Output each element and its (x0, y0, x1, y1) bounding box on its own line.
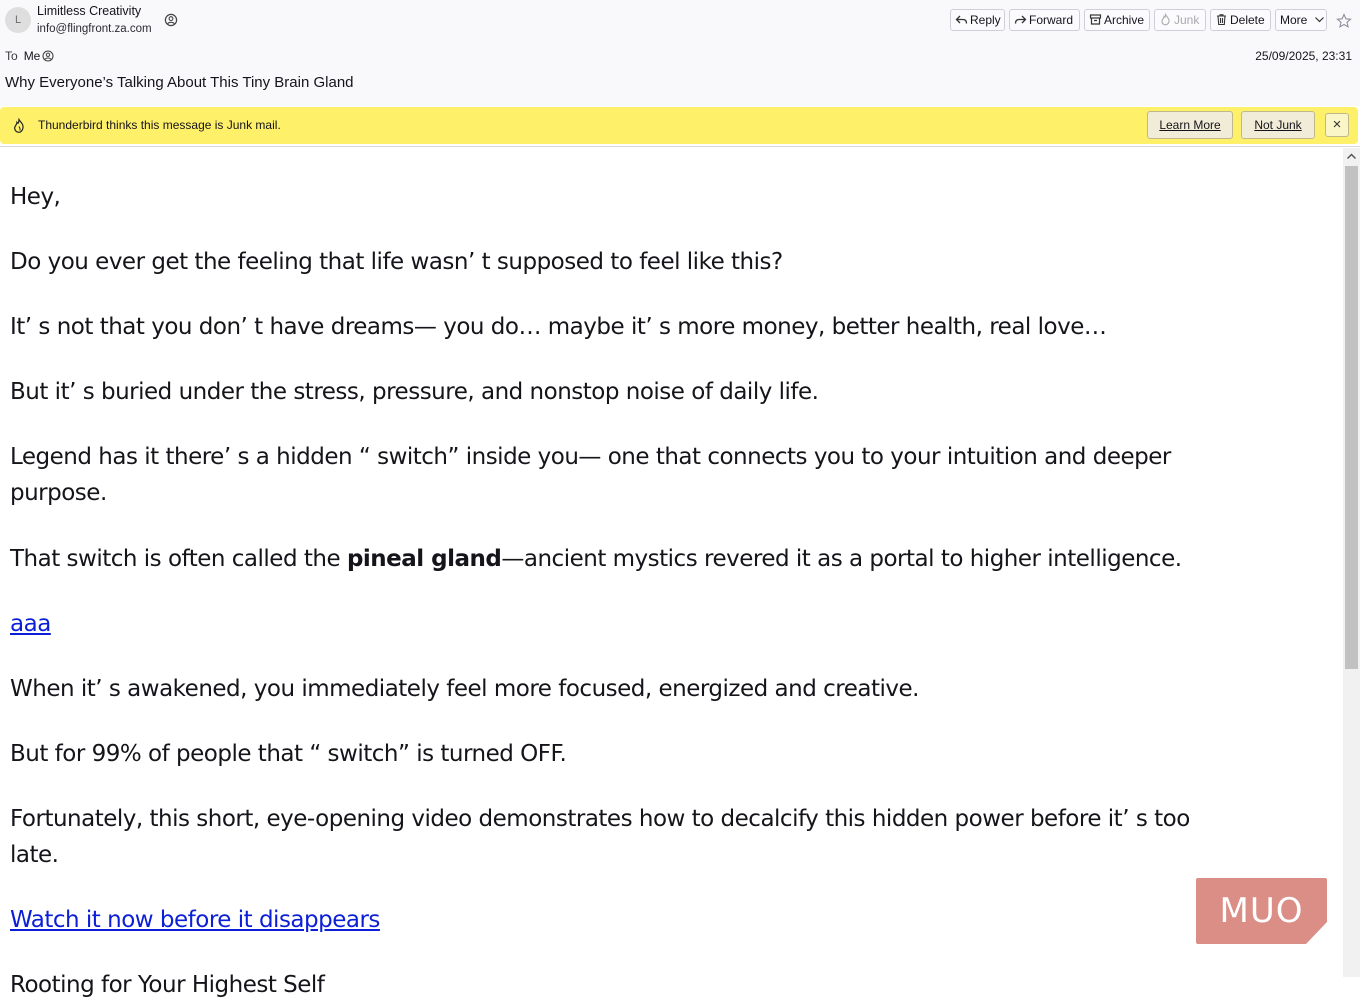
muo-watermark-logo: MUO (1196, 878, 1327, 944)
forward-button[interactable] (1009, 9, 1080, 31)
body-paragraph: But for 99% of people that “ switch” is turned OFF. (10, 741, 567, 767)
trash-icon (1215, 13, 1228, 26)
paragraph-line: late. (10, 842, 59, 868)
not-junk-button[interactable]: Not Junk (1241, 111, 1315, 139)
sender-email[interactable]: info@flingfront.za.com (37, 23, 152, 35)
archive-icon (1089, 13, 1102, 26)
scrollbar-thumb[interactable] (1345, 166, 1358, 669)
paragraph-line: purpose. (10, 480, 107, 506)
message-subject: Why Everyone’s Talking About This Tiny Brain Gland (5, 74, 354, 91)
more-button[interactable] (1275, 9, 1327, 31)
contact-icon (42, 50, 54, 62)
header-divider (0, 146, 1360, 147)
more-label: More (1280, 13, 1308, 27)
forward-icon (1014, 13, 1027, 26)
link-paragraph (10, 606, 1310, 642)
archive-button[interactable] (1084, 9, 1150, 31)
body-paragraph (10, 541, 1310, 577)
delete-label: Delete (1230, 13, 1265, 27)
archive-label: Archive (1104, 13, 1145, 27)
paragraph-line: Legend has it there’ s a hidden “ switch” inside you— one that connects you to your intuition and deeper (10, 444, 1171, 470)
reply-icon (955, 13, 968, 26)
reply-button[interactable] (950, 9, 1005, 31)
reply-label: Reply (970, 13, 1001, 27)
body-paragraph (10, 801, 1310, 873)
junk-button[interactable] (1154, 9, 1206, 31)
chevron-down-icon (1313, 13, 1326, 26)
watch-video-link[interactable]: Watch it now before it disappears (10, 907, 380, 933)
junk-flame-icon (1159, 13, 1172, 26)
to-label: To (5, 49, 18, 63)
body-link[interactable]: aaa (10, 611, 51, 637)
star-icon[interactable] (1336, 13, 1352, 29)
junk-notification-bar (0, 107, 1358, 144)
sender-name[interactable]: Limitless Creativity (37, 4, 142, 18)
forward-label: Forward (1029, 13, 1074, 27)
junk-flame-icon (11, 118, 27, 134)
paragraph-line: Fortunately, this short, eye-opening video demonstrates how to decalcify this hidden power before it’ s too (10, 806, 1190, 832)
recipient-row (5, 49, 54, 63)
sender-avatar: L (5, 7, 31, 33)
body-paragraph: Do you ever get the feeling that life wasn’ t supposed to feel like this? (10, 249, 783, 275)
message-date: 25/09/2025, 23:31 (1255, 49, 1352, 63)
add-contact-icon[interactable] (164, 13, 178, 27)
scroll-up-arrow-icon[interactable] (1343, 148, 1360, 165)
body-paragraph: It’ s not that you don’ t have dreams— you do… maybe it’ s more money, better health, real love… (10, 314, 1107, 340)
paragraph-text: That switch is often called the (10, 546, 347, 572)
close-junk-bar-button[interactable]: × (1325, 113, 1349, 137)
message-header (0, 0, 1360, 106)
learn-more-button[interactable]: Learn More (1147, 111, 1233, 139)
junk-label: Junk (1174, 13, 1200, 27)
body-paragraph: But it’ s buried under the stress, pressure, and nonstop noise of daily life. (10, 379, 819, 405)
greeting-paragraph: Hey, (10, 184, 61, 210)
bold-phrase: pineal gland (346, 546, 502, 572)
junk-message: Thunderbird thinks this message is Junk mail. (38, 118, 281, 132)
paragraph-text: —ancient mystics revered it as a portal to higher intelligence. (501, 546, 1182, 572)
body-paragraph: Rooting for Your Highest Self (10, 972, 325, 998)
watermark-corner (1306, 922, 1327, 944)
message-body (10, 150, 1330, 998)
body-paragraph: When it’ s awakened, you immediately feel more focused, energized and creative. (10, 676, 919, 702)
body-paragraph (10, 439, 1310, 511)
recipient-name[interactable]: Me (23, 49, 41, 63)
delete-button[interactable] (1210, 9, 1271, 31)
link-paragraph (10, 902, 1310, 938)
